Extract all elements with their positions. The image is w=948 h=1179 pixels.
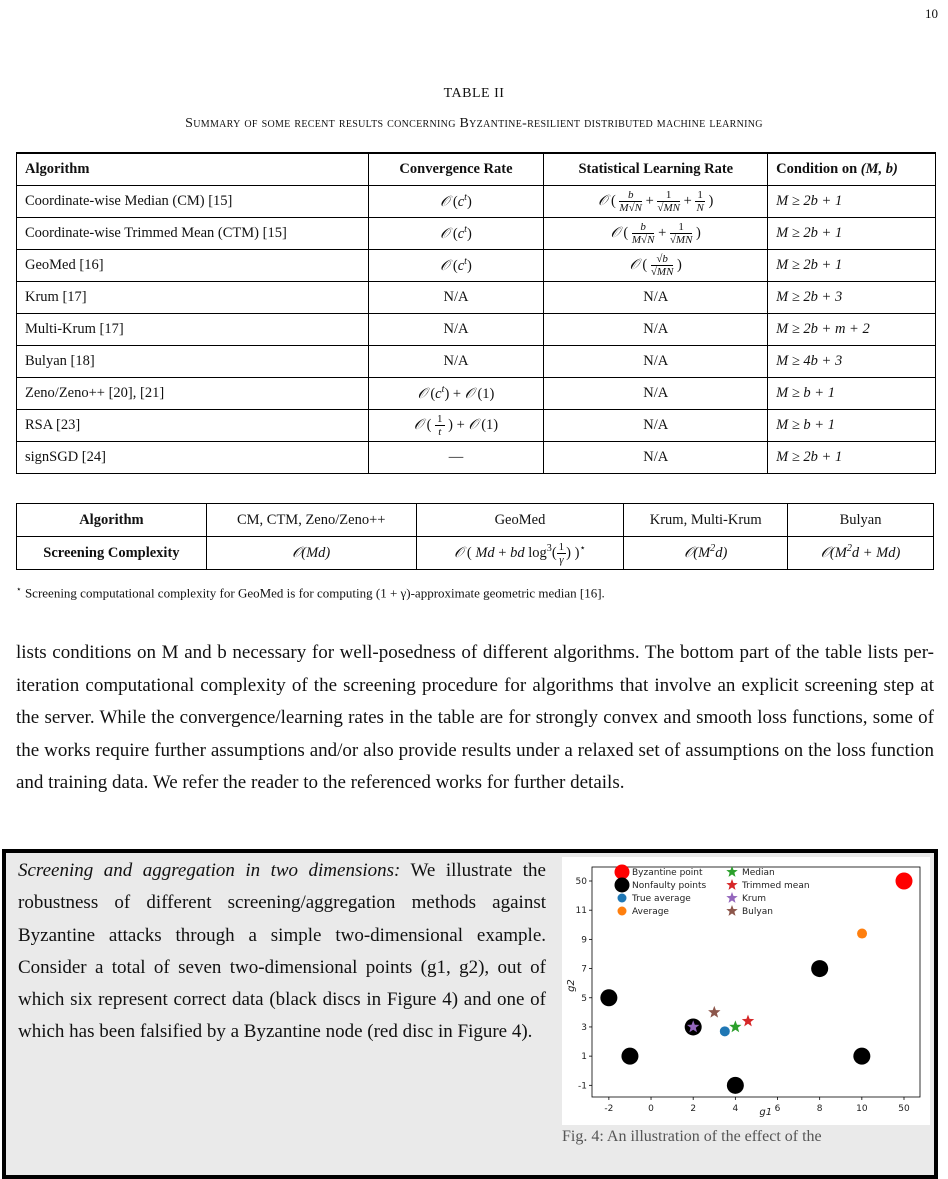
legend-marker	[615, 865, 630, 880]
cond-cell: M ≥ b + 1	[768, 378, 936, 410]
legend-label: Bulyan	[742, 907, 773, 917]
x-axis-label: g1	[759, 1107, 773, 1118]
header-condition: Condition on (M, b)	[768, 153, 936, 186]
conv-cell: N/A	[368, 314, 544, 346]
complexity-value: $𝒪(M^2d + Md)$	[788, 537, 934, 570]
table-caption-title: Summary of some recent results concerning Byzantine-resilient distributed machine learning	[185, 116, 763, 131]
conv-cell: 𝒪 $(c^t)$	[368, 186, 544, 218]
complexity-value-row	[17, 537, 934, 570]
stat-cell: N/A	[544, 410, 768, 442]
table-header-row	[17, 153, 936, 186]
stat-cell: 𝒪 ( $\frac{b}{M√N}$ + $\frac{1}{√MN}$ )	[544, 218, 768, 250]
complexity-col: GeoMed	[416, 504, 624, 537]
body-paragraph: lists conditions on M and b necessary for well-posedness of different algorithms. The bottom part of the table lists per-iteration computational complexity of the screening procedure for algorithms that involve an explicit screening step at the server. While the convergence/learning rates in the table are for strongly convex and smooth loss functions, some of the works require further assumptions and/or also provide results under a relaxed set of assumptions on the loss function and training data. We refer the reader to the referenced works for further details.	[16, 642, 934, 793]
complexity-value: 𝒪(Md)	[206, 537, 416, 570]
algorithm-cell: GeoMed [16]	[17, 250, 369, 282]
x-tick-label: 4	[732, 1104, 739, 1114]
x-tick-label: -2	[604, 1104, 614, 1114]
complexity-col: Bulyan	[788, 504, 934, 537]
conv-cell: N/A	[368, 282, 544, 314]
data-point-nonfaulty-points	[811, 960, 828, 977]
conv-cell: 𝒪 ( $\frac{1}{t}$ ) + 𝒪 (1)	[368, 410, 544, 442]
legend-label: Trimmed mean	[742, 881, 810, 891]
data-point-true-average	[720, 1026, 730, 1036]
x-tick-label: 0	[648, 1104, 654, 1114]
table-row	[17, 378, 936, 410]
conv-cell: —	[368, 442, 544, 474]
complexity-value: $𝒪(M^2d)$	[624, 537, 788, 570]
table-row	[17, 218, 936, 250]
header-statistical: Statistical Learning Rate	[544, 153, 768, 186]
cond-cell: M ≥ b + 1	[768, 410, 936, 442]
complexity-col: Krum, Multi-Krum	[624, 504, 788, 537]
algorithm-cell: signSGD [24]	[17, 442, 369, 474]
data-point-nonfaulty-points	[853, 1048, 870, 1065]
cond-cell: M ≥ 2b + 1	[768, 186, 936, 218]
figure-4	[562, 857, 930, 1125]
stat-cell: N/A	[544, 442, 768, 474]
table-caption-number: TABLE II	[443, 86, 505, 101]
x-tick-label: 10	[856, 1104, 868, 1114]
complexity-header-label: Algorithm	[17, 504, 207, 537]
algorithm-cell: RSA [23]	[17, 410, 369, 442]
data-point-nonfaulty-points	[621, 1048, 638, 1065]
y-tick-label: 50	[575, 877, 587, 887]
cond-cell: M ≥ 2b + m + 2	[768, 314, 936, 346]
y-axis-label: g2	[566, 979, 577, 992]
results-table	[16, 152, 936, 474]
x-tick-label: 8	[816, 1104, 823, 1114]
page-number: 10	[925, 6, 938, 21]
x-tick-label: 50	[898, 1104, 910, 1114]
algorithm-cell: Multi-Krum [17]	[17, 314, 369, 346]
conv-cell: 𝒪 $(c^t)$	[368, 250, 544, 282]
x-tick-label: 2	[690, 1104, 697, 1114]
stat-cell: 𝒪 ( $\frac{√b}{√MN}$ )	[544, 250, 768, 282]
legend-label: Byzantine point	[632, 868, 703, 878]
x-tick-label: 6	[774, 1104, 781, 1114]
legend-label: Median	[742, 868, 775, 878]
box-body: We illustrate the robustness of different screening/aggregation methods against Byzantine attacks through a simple two-dimensional example. Consider a total of seven two-dimensional points (g1, g2), out of which six represent correct data (black discs in Figure 4) and one of which has been falsified by a Byzantine node (red disc in Figure 4).	[18, 860, 546, 1043]
complexity-value: 𝒪 ( Md + bd $\log^3$( $\frac{1}{\gamma}$ ) )⋆	[416, 537, 624, 570]
data-point-nonfaulty-points	[727, 1077, 744, 1094]
stat-cell: 𝒪 ( $\frac{b}{M√N}$ + $\frac{1}{√MN}$ + $\frac{1}{N}$ )	[544, 186, 768, 218]
stat-cell: N/A	[544, 378, 768, 410]
legend-marker	[618, 894, 627, 903]
conv-cell: N/A	[368, 346, 544, 378]
table-footnote: ⋆ Screening computational complexity for GeoMed is for computing (1 + γ)-approximate geometric median [16].	[16, 584, 605, 601]
table-row	[17, 250, 936, 282]
y-tick-label: 9	[581, 935, 587, 946]
table-row	[17, 442, 936, 474]
scatter-plot	[562, 857, 930, 1125]
table-row	[17, 282, 936, 314]
complexity-col: CM, CTM, Zeno/Zeno++	[206, 504, 416, 537]
legend-label: Nonfaulty points	[632, 881, 707, 891]
footnote-text: Screening computational complexity for GeoMed is for computing (1 + γ)-approximate geometric median [16].	[24, 585, 605, 601]
algorithm-cell: Krum [17]	[17, 282, 369, 314]
algorithm-cell: Zeno/Zeno++ [20], [21]	[17, 378, 369, 410]
stat-cell: N/A	[544, 346, 768, 378]
y-tick-label: 3	[581, 1022, 587, 1033]
y-tick-label: 1	[581, 1052, 587, 1063]
complexity-header-row	[17, 504, 934, 537]
y-tick-label: -1	[578, 1081, 587, 1092]
conv-cell: 𝒪 $(c^t)$	[368, 218, 544, 250]
y-tick-label: 11	[575, 906, 587, 917]
box-text	[18, 855, 546, 1049]
header-convergence: Convergence Rate	[368, 153, 544, 186]
figure-caption: Fig. 4: An illustration of the effect of the	[562, 1128, 822, 1145]
legend-label: True average	[632, 894, 691, 904]
stat-cell: N/A	[544, 282, 768, 314]
complexity-table	[16, 503, 934, 570]
cond-cell: M ≥ 4b + 3	[768, 346, 936, 378]
box-title: Screening and aggregation in two dimensions:	[18, 860, 401, 881]
cond-cell: M ≥ 2b + 1	[768, 218, 936, 250]
algorithm-cell: Coordinate-wise Trimmed Mean (CTM) [15]	[17, 218, 369, 250]
y-tick-label: 5	[581, 993, 587, 1004]
y-tick-label: 7	[581, 964, 587, 975]
complexity-row-label: Screening Complexity	[17, 537, 207, 570]
table-row	[17, 186, 936, 218]
data-point-average	[857, 929, 867, 939]
algorithm-cell: Bulyan [18]	[17, 346, 369, 378]
conv-cell: 𝒪 $(c^t)$ + 𝒪 (1)	[368, 378, 544, 410]
data-point-nonfaulty-points	[600, 989, 617, 1006]
legend-label: Krum	[742, 894, 767, 904]
legend-marker	[615, 878, 630, 893]
cond-cell: M ≥ 2b + 3	[768, 282, 936, 314]
table-row	[17, 410, 936, 442]
data-point-byzantine-point	[896, 873, 913, 890]
header-algorithm: Algorithm	[17, 153, 369, 186]
stat-cell: N/A	[544, 314, 768, 346]
cond-cell: M ≥ 2b + 1	[768, 442, 936, 474]
legend-marker	[618, 907, 627, 916]
algorithm-cell: Coordinate-wise Median (CM) [15]	[17, 186, 369, 218]
table-row	[17, 346, 936, 378]
table-row	[17, 314, 936, 346]
legend-label: Average	[632, 907, 669, 917]
cond-cell: M ≥ 2b + 1	[768, 250, 936, 282]
